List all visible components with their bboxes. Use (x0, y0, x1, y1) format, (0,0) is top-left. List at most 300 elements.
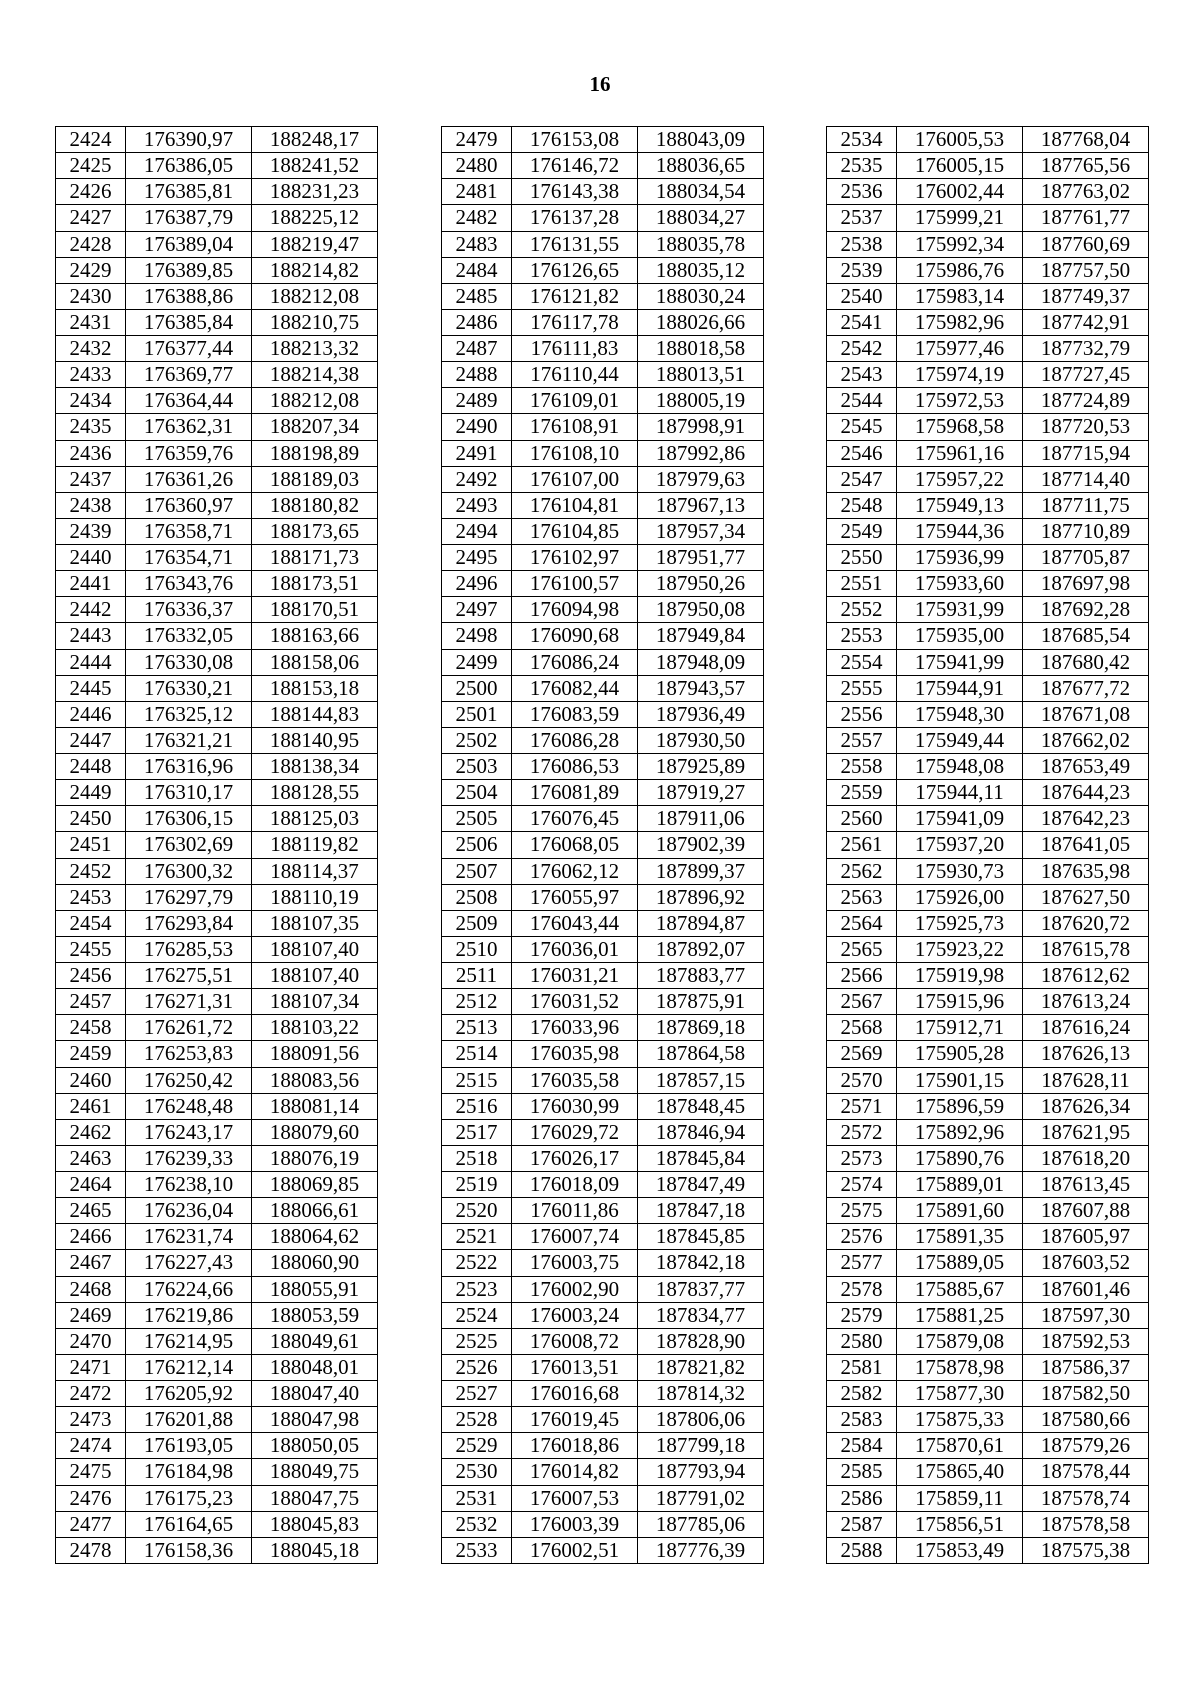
y-coordinate-cell: 187768,04 (1023, 127, 1149, 153)
table-row (827, 1407, 1149, 1433)
y-coordinate-cell: 188045,18 (252, 1537, 378, 1563)
x-coordinate-cell: 176219,86 (126, 1302, 252, 1328)
table-row (442, 257, 764, 283)
table-row (827, 1093, 1149, 1119)
y-coordinate-cell: 188189,03 (252, 466, 378, 492)
y-coordinate-cell: 187951,77 (638, 545, 764, 571)
x-coordinate-cell: 176361,26 (126, 466, 252, 492)
point-number-cell: 2464 (56, 1172, 126, 1198)
y-coordinate-cell: 188180,82 (252, 492, 378, 518)
y-coordinate-cell: 188144,83 (252, 701, 378, 727)
point-number-cell: 2510 (442, 936, 512, 962)
point-number-cell: 2542 (827, 336, 897, 362)
point-number-cell: 2461 (56, 1093, 126, 1119)
x-coordinate-cell: 176086,28 (512, 727, 638, 753)
table-row (56, 884, 378, 910)
table-row (442, 1459, 764, 1485)
table-row (56, 1407, 378, 1433)
y-coordinate-cell: 188207,34 (252, 414, 378, 440)
table-row (56, 492, 378, 518)
x-coordinate-cell: 176062,12 (512, 858, 638, 884)
y-coordinate-cell: 187814,32 (638, 1381, 764, 1407)
point-number-cell: 2552 (827, 597, 897, 623)
point-number-cell: 2449 (56, 780, 126, 806)
x-coordinate-cell: 175992,34 (897, 231, 1023, 257)
table-row (442, 963, 764, 989)
table-row (827, 936, 1149, 962)
x-coordinate-cell: 175890,76 (897, 1145, 1023, 1171)
x-coordinate-cell: 176007,74 (512, 1224, 638, 1250)
point-number-cell: 2429 (56, 257, 126, 283)
y-coordinate-cell: 187957,34 (638, 518, 764, 544)
y-coordinate-cell: 187626,34 (1023, 1093, 1149, 1119)
point-number-cell: 2494 (442, 518, 512, 544)
x-coordinate-cell: 175875,33 (897, 1407, 1023, 1433)
table-row (827, 701, 1149, 727)
point-number-cell: 2426 (56, 179, 126, 205)
x-coordinate-cell: 176153,08 (512, 127, 638, 153)
x-coordinate-cell: 176008,72 (512, 1328, 638, 1354)
y-coordinate-cell: 187894,87 (638, 910, 764, 936)
y-coordinate-cell: 188210,75 (252, 309, 378, 335)
y-coordinate-cell: 188047,40 (252, 1381, 378, 1407)
y-coordinate-cell: 187837,77 (638, 1276, 764, 1302)
y-coordinate-cell: 187662,02 (1023, 727, 1149, 753)
point-number-cell: 2496 (442, 571, 512, 597)
y-coordinate-cell: 188076,19 (252, 1145, 378, 1171)
x-coordinate-cell: 176369,77 (126, 362, 252, 388)
point-number-cell: 2536 (827, 179, 897, 205)
table-row (827, 1433, 1149, 1459)
y-coordinate-cell: 187936,49 (638, 701, 764, 727)
point-number-cell: 2441 (56, 571, 126, 597)
table-row (827, 1041, 1149, 1067)
y-coordinate-cell: 187601,46 (1023, 1276, 1149, 1302)
table-row (56, 466, 378, 492)
table-row (827, 884, 1149, 910)
x-coordinate-cell: 176110,44 (512, 362, 638, 388)
y-coordinate-cell: 187950,26 (638, 571, 764, 597)
y-coordinate-cell: 188047,75 (252, 1485, 378, 1511)
table-row (56, 832, 378, 858)
y-coordinate-cell: 187930,50 (638, 727, 764, 753)
y-coordinate-cell: 188119,82 (252, 832, 378, 858)
y-coordinate-cell: 188034,54 (638, 179, 764, 205)
table-row (442, 414, 764, 440)
x-coordinate-cell: 176019,45 (512, 1407, 638, 1433)
y-coordinate-cell: 187943,57 (638, 675, 764, 701)
y-coordinate-cell: 188173,65 (252, 518, 378, 544)
y-coordinate-cell: 187785,06 (638, 1511, 764, 1537)
x-coordinate-cell: 176343,76 (126, 571, 252, 597)
y-coordinate-cell: 187580,66 (1023, 1407, 1149, 1433)
point-number-cell: 2500 (442, 675, 512, 701)
y-coordinate-cell: 187644,23 (1023, 780, 1149, 806)
table-row (56, 1433, 378, 1459)
point-number-cell: 2498 (442, 623, 512, 649)
point-number-cell: 2468 (56, 1276, 126, 1302)
table-row (442, 1302, 764, 1328)
x-coordinate-cell: 176377,44 (126, 336, 252, 362)
y-coordinate-cell: 188128,55 (252, 780, 378, 806)
table-row (827, 963, 1149, 989)
table-row (827, 1198, 1149, 1224)
x-coordinate-cell: 176143,38 (512, 179, 638, 205)
x-coordinate-cell: 175859,11 (897, 1485, 1023, 1511)
table-row (827, 989, 1149, 1015)
x-coordinate-cell: 175870,61 (897, 1433, 1023, 1459)
point-number-cell: 2547 (827, 466, 897, 492)
y-coordinate-cell: 188163,66 (252, 623, 378, 649)
y-coordinate-cell: 188214,38 (252, 362, 378, 388)
table-row (56, 414, 378, 440)
table-row (827, 727, 1149, 753)
x-coordinate-cell: 175936,99 (897, 545, 1023, 571)
x-coordinate-cell: 176389,04 (126, 231, 252, 257)
x-coordinate-cell: 176016,68 (512, 1381, 638, 1407)
point-number-cell: 2505 (442, 806, 512, 832)
x-coordinate-cell: 175949,13 (897, 492, 1023, 518)
x-coordinate-cell: 176310,17 (126, 780, 252, 806)
point-number-cell: 2476 (56, 1485, 126, 1511)
y-coordinate-cell: 188048,01 (252, 1354, 378, 1380)
y-coordinate-cell: 187821,82 (638, 1354, 764, 1380)
point-number-cell: 2491 (442, 440, 512, 466)
y-coordinate-cell: 187671,08 (1023, 701, 1149, 727)
x-coordinate-cell: 176358,71 (126, 518, 252, 544)
y-coordinate-cell: 188047,98 (252, 1407, 378, 1433)
point-number-cell: 2572 (827, 1119, 897, 1145)
point-number-cell: 2571 (827, 1093, 897, 1119)
y-coordinate-cell: 187579,26 (1023, 1433, 1149, 1459)
table-row (827, 518, 1149, 544)
table-row (56, 1067, 378, 1093)
x-coordinate-cell: 175949,44 (897, 727, 1023, 753)
point-number-cell: 2539 (827, 257, 897, 283)
table-row (442, 1041, 764, 1067)
point-number-cell: 2529 (442, 1433, 512, 1459)
x-coordinate-cell: 175948,08 (897, 754, 1023, 780)
y-coordinate-cell: 187834,77 (638, 1302, 764, 1328)
table-row (442, 127, 764, 153)
point-number-cell: 2484 (442, 257, 512, 283)
x-coordinate-cell: 176108,10 (512, 440, 638, 466)
table-row (442, 727, 764, 753)
x-coordinate-cell: 175912,71 (897, 1015, 1023, 1041)
y-coordinate-cell: 187793,94 (638, 1459, 764, 1485)
y-coordinate-cell: 187578,74 (1023, 1485, 1149, 1511)
table-row (56, 989, 378, 1015)
y-coordinate-cell: 187627,50 (1023, 884, 1149, 910)
x-coordinate-cell: 176302,69 (126, 832, 252, 858)
x-coordinate-cell: 176108,91 (512, 414, 638, 440)
x-coordinate-cell: 176026,17 (512, 1145, 638, 1171)
x-coordinate-cell: 176076,45 (512, 806, 638, 832)
point-number-cell: 2558 (827, 754, 897, 780)
point-number-cell: 2540 (827, 283, 897, 309)
y-coordinate-cell: 187727,45 (1023, 362, 1149, 388)
point-number-cell: 2538 (827, 231, 897, 257)
y-coordinate-cell: 187765,56 (1023, 153, 1149, 179)
point-number-cell: 2513 (442, 1015, 512, 1041)
point-number-cell: 2493 (442, 492, 512, 518)
point-number-cell: 2432 (56, 336, 126, 362)
point-number-cell: 2525 (442, 1328, 512, 1354)
point-number-cell: 2517 (442, 1119, 512, 1145)
y-coordinate-cell: 187846,94 (638, 1119, 764, 1145)
point-number-cell: 2512 (442, 989, 512, 1015)
y-coordinate-cell: 188114,37 (252, 858, 378, 884)
x-coordinate-cell: 176111,83 (512, 336, 638, 362)
point-number-cell: 2439 (56, 518, 126, 544)
table-row (56, 1224, 378, 1250)
y-coordinate-cell: 187692,28 (1023, 597, 1149, 623)
x-coordinate-cell: 176201,88 (126, 1407, 252, 1433)
x-coordinate-cell: 175853,49 (897, 1537, 1023, 1563)
y-coordinate-cell: 187875,91 (638, 989, 764, 1015)
coordinates-table-1 (55, 126, 378, 1564)
x-coordinate-cell: 176018,86 (512, 1433, 638, 1459)
table-row (56, 727, 378, 753)
point-number-cell: 2527 (442, 1381, 512, 1407)
point-number-cell: 2575 (827, 1198, 897, 1224)
y-coordinate-cell: 188091,56 (252, 1041, 378, 1067)
x-coordinate-cell: 176090,68 (512, 623, 638, 649)
y-coordinate-cell: 187613,24 (1023, 989, 1149, 1015)
table-row (442, 336, 764, 362)
table-row (442, 1485, 764, 1511)
table-row (56, 309, 378, 335)
point-number-cell: 2563 (827, 884, 897, 910)
x-coordinate-cell: 176081,89 (512, 780, 638, 806)
point-number-cell: 2574 (827, 1172, 897, 1198)
y-coordinate-cell: 188107,40 (252, 963, 378, 989)
y-coordinate-cell: 188158,06 (252, 649, 378, 675)
table-row (827, 1354, 1149, 1380)
table-row (442, 571, 764, 597)
point-number-cell: 2509 (442, 910, 512, 936)
y-coordinate-cell: 188231,23 (252, 179, 378, 205)
y-coordinate-cell: 188171,73 (252, 545, 378, 571)
x-coordinate-cell: 175905,28 (897, 1041, 1023, 1067)
table-row (56, 1328, 378, 1354)
x-coordinate-cell: 176306,15 (126, 806, 252, 832)
point-number-cell: 2466 (56, 1224, 126, 1250)
point-number-cell: 2483 (442, 231, 512, 257)
table-row (442, 1119, 764, 1145)
table-row (827, 231, 1149, 257)
point-number-cell: 2479 (442, 127, 512, 153)
table-row (56, 675, 378, 701)
table-row (442, 545, 764, 571)
table-row (827, 545, 1149, 571)
table-row (827, 1276, 1149, 1302)
table-row (56, 1198, 378, 1224)
x-coordinate-cell: 176389,85 (126, 257, 252, 283)
point-number-cell: 2568 (827, 1015, 897, 1041)
point-number-cell: 2587 (827, 1511, 897, 1537)
point-number-cell: 2445 (56, 675, 126, 701)
table-row (442, 675, 764, 701)
y-coordinate-cell: 187612,62 (1023, 963, 1149, 989)
point-number-cell: 2567 (827, 989, 897, 1015)
point-number-cell: 2502 (442, 727, 512, 753)
point-number-cell: 2583 (827, 1407, 897, 1433)
table-row (827, 388, 1149, 414)
y-coordinate-cell: 188241,52 (252, 153, 378, 179)
point-number-cell: 2430 (56, 283, 126, 309)
point-number-cell: 2438 (56, 492, 126, 518)
x-coordinate-cell: 175919,98 (897, 963, 1023, 989)
y-coordinate-cell: 188055,91 (252, 1276, 378, 1302)
y-coordinate-cell: 187578,58 (1023, 1511, 1149, 1537)
x-coordinate-cell: 176146,72 (512, 153, 638, 179)
point-number-cell: 2478 (56, 1537, 126, 1563)
table-row (442, 910, 764, 936)
point-number-cell: 2551 (827, 571, 897, 597)
x-coordinate-cell: 176236,04 (126, 1198, 252, 1224)
y-coordinate-cell: 187677,72 (1023, 675, 1149, 701)
y-coordinate-cell: 187911,06 (638, 806, 764, 832)
y-coordinate-cell: 187613,45 (1023, 1172, 1149, 1198)
y-coordinate-cell: 187620,72 (1023, 910, 1149, 936)
point-number-cell: 2492 (442, 466, 512, 492)
table-row (56, 936, 378, 962)
table-row (56, 205, 378, 231)
table-row (827, 1485, 1149, 1511)
point-number-cell: 2526 (442, 1354, 512, 1380)
point-number-cell: 2581 (827, 1354, 897, 1380)
table-row (827, 858, 1149, 884)
y-coordinate-cell: 188053,59 (252, 1302, 378, 1328)
table-row (442, 283, 764, 309)
y-coordinate-cell: 187842,18 (638, 1250, 764, 1276)
x-coordinate-cell: 176100,57 (512, 571, 638, 597)
table-row (56, 597, 378, 623)
table-row (56, 1276, 378, 1302)
table-row (56, 1250, 378, 1276)
y-coordinate-cell: 188107,34 (252, 989, 378, 1015)
y-coordinate-cell: 187761,77 (1023, 205, 1149, 231)
y-coordinate-cell: 187653,49 (1023, 754, 1149, 780)
table-row (56, 1354, 378, 1380)
table-row (442, 1407, 764, 1433)
table-row (56, 257, 378, 283)
coordinates-table-3 (826, 126, 1149, 1564)
point-number-cell: 2537 (827, 205, 897, 231)
table-row (56, 179, 378, 205)
table-row (56, 518, 378, 544)
point-number-cell: 2544 (827, 388, 897, 414)
y-coordinate-cell: 187592,53 (1023, 1328, 1149, 1354)
point-number-cell: 2471 (56, 1354, 126, 1380)
table-row (827, 1381, 1149, 1407)
x-coordinate-cell: 176007,53 (512, 1485, 638, 1511)
point-number-cell: 2495 (442, 545, 512, 571)
point-number-cell: 2508 (442, 884, 512, 910)
y-coordinate-cell: 187847,49 (638, 1172, 764, 1198)
table-row (442, 1511, 764, 1537)
y-coordinate-cell: 188212,08 (252, 283, 378, 309)
point-number-cell: 2543 (827, 362, 897, 388)
x-coordinate-cell: 176239,33 (126, 1145, 252, 1171)
y-coordinate-cell: 187742,91 (1023, 309, 1149, 335)
table-row (442, 1537, 764, 1563)
point-number-cell: 2427 (56, 205, 126, 231)
table-row (442, 1172, 764, 1198)
point-number-cell: 2475 (56, 1459, 126, 1485)
x-coordinate-cell: 175972,53 (897, 388, 1023, 414)
point-number-cell: 2519 (442, 1172, 512, 1198)
point-number-cell: 2559 (827, 780, 897, 806)
table-row (56, 1015, 378, 1041)
table-row (56, 1302, 378, 1328)
y-coordinate-cell: 187845,85 (638, 1224, 764, 1250)
table-row (56, 1172, 378, 1198)
table-row (827, 466, 1149, 492)
x-coordinate-cell: 176300,32 (126, 858, 252, 884)
table-row (56, 754, 378, 780)
point-number-cell: 2522 (442, 1250, 512, 1276)
x-coordinate-cell: 175892,96 (897, 1119, 1023, 1145)
x-coordinate-cell: 176107,00 (512, 466, 638, 492)
x-coordinate-cell: 175961,16 (897, 440, 1023, 466)
x-coordinate-cell: 176005,15 (897, 153, 1023, 179)
table-row (827, 806, 1149, 832)
point-number-cell: 2553 (827, 623, 897, 649)
x-coordinate-cell: 175889,05 (897, 1250, 1023, 1276)
table-row (827, 336, 1149, 362)
point-number-cell: 2459 (56, 1041, 126, 1067)
x-coordinate-cell: 176029,72 (512, 1119, 638, 1145)
y-coordinate-cell: 188049,75 (252, 1459, 378, 1485)
table-row (56, 283, 378, 309)
table-row (442, 179, 764, 205)
y-coordinate-cell: 187948,09 (638, 649, 764, 675)
point-number-cell: 2444 (56, 649, 126, 675)
y-coordinate-cell: 187799,18 (638, 1433, 764, 1459)
x-coordinate-cell: 175896,59 (897, 1093, 1023, 1119)
x-coordinate-cell: 175889,01 (897, 1172, 1023, 1198)
x-coordinate-cell: 176336,37 (126, 597, 252, 623)
y-coordinate-cell: 187949,84 (638, 623, 764, 649)
y-coordinate-cell: 188103,22 (252, 1015, 378, 1041)
y-coordinate-cell: 188170,51 (252, 597, 378, 623)
page-number: 16 (589, 72, 611, 96)
table-row (442, 754, 764, 780)
y-coordinate-cell: 187749,37 (1023, 283, 1149, 309)
y-coordinate-cell: 188212,08 (252, 388, 378, 414)
table-row (56, 649, 378, 675)
point-number-cell: 2473 (56, 1407, 126, 1433)
point-number-cell: 2528 (442, 1407, 512, 1433)
x-coordinate-cell: 176094,98 (512, 597, 638, 623)
y-coordinate-cell: 187628,11 (1023, 1067, 1149, 1093)
x-coordinate-cell: 175933,60 (897, 571, 1023, 597)
x-coordinate-cell: 175999,21 (897, 205, 1023, 231)
table-row (442, 388, 764, 414)
y-coordinate-cell: 188005,19 (638, 388, 764, 414)
x-coordinate-cell: 176231,74 (126, 1224, 252, 1250)
x-coordinate-cell: 175968,58 (897, 414, 1023, 440)
point-number-cell: 2560 (827, 806, 897, 832)
point-number-cell: 2442 (56, 597, 126, 623)
y-coordinate-cell: 187597,30 (1023, 1302, 1149, 1328)
table-row (56, 1041, 378, 1067)
y-coordinate-cell: 187828,90 (638, 1328, 764, 1354)
table-row (827, 309, 1149, 335)
point-number-cell: 2424 (56, 127, 126, 153)
